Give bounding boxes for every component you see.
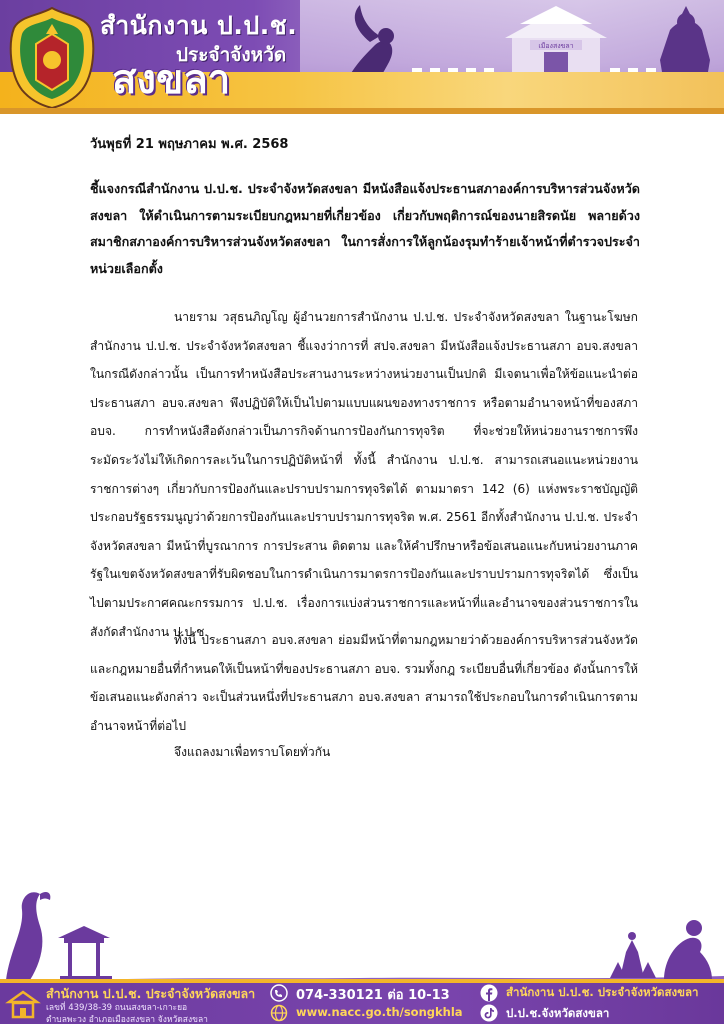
paragraph-1-text: นายราม วสุธนภิญโญ ผู้อำนวยการสำนักงาน ป.ป.ช. ประจำจังหวัดสงขลา ในฐานะโฆษกสำนักงาน ป.ป.ช. ประจำจังหวัดสงขลา ชี้แจงว่าการที่ สปจ.สงขลา มีหนังสือแจ้งประธานสภา อบจ.สงขลา ในกรณีดังกล่าวนั้น เป็นการทำหนังสือประสานงานระหว่างหน่วยงานเป็นปกติ มีเจตนาเพื่อให้ข้อแนะนำต่อประธานสภา อบจ.สงขลา พึงปฏิบัติให้เป็นไปตามแบบแผนของทางราชการ หรือตามอำนาจหน้าที่ของสภา อบจ. การทำหนังสือดังกล่าวเป็นภารกิจด้านการป้องกันการทุจริต ที่จะช่วยให้หน่วยงานราชการพึงระมัดระวังไม่ให้เกิดการละเว้นในการปฏิบัติหน้าที่ ทั้งนี้ สำนักงาน ป.ป.ช. สามารถเสนอแนะหน่วยงานราชการต่างๆ เกี่ยวกับการป้องกันและปราบปรามการทุจริตได้ ตามมาตรา 142 (6) แห่งพระราชบัญญัติประกอบรัฐธรรมนูญว่าด้วยการป้องกันและปราบปรามการทุจริต พ.ศ. 2561 อีกทั้งสำนักงาน ป.ป.ช. ประจำจังหวัดสงขลา มีหน้าที่บูรณาการ การประสาน ติดตาม และให้คำปรึกษาหรือข้อเสนอแนะกับหน่วยงานภาครัฐในเขตจังหวัดสงขลาที่รับผิดชอบในการดำเนินการมาตรการป้องกันและปราบปรามการทุจริตได้ ซึ่งเป็นไปตามประกาศคณะกรรมการ ป.ป.ช. เรื่องการแบ่งส่วนราชการและหน้าที่และอำนาจของส่วนราชการในสังกัดสำนักงาน ป.ป.ช. <box>90 310 638 639</box>
globe-icon <box>270 1004 288 1022</box>
footer-facebook-link[interactable]: สำนักงาน ป.ป.ช. ประจำจังหวัดสงขลา <box>506 985 699 999</box>
nacc-building-icon <box>5 986 41 1022</box>
closing-text: จึงแถลงมาเพื่อทราบโดยทั่วกัน <box>174 745 331 759</box>
page-header <box>0 0 724 114</box>
phone-icon <box>270 984 288 1002</box>
footer-tiktok-link[interactable]: ป.ป.ช.จังหวัดสงขลา <box>506 1006 610 1020</box>
footer-address-line2: ตำบลพะวง อำเภอเมืองสงขลา จังหวัดสงขลา <box>46 1015 208 1025</box>
document-subject: ชี้แจงกรณีสำนักงาน ป.ป.ช. ประจำจังหวัดสงขลา มีหนังสือแจ้งประธานสภาองค์การบริหารส่วนจังหวัดสงขลา ให้ดำเนินการตามระเบียบกฎหมายที่เกี่ยวข้อง เกี่ยวกับพฤติการณ์ของนายสิรดนัย พลายด้วง สมาชิกสภาองค์การบริหารส่วนจังหวัดสงขลา ในการสั่งการให้ลูกน้องรุมทำร้ายเจ้าหน้าที่ตำรวจประจำหน่วยเลือกตั้ง <box>90 181 640 276</box>
header-band-shadow <box>0 108 724 114</box>
nacc-emblem-icon <box>6 4 98 108</box>
closing-line <box>90 738 638 767</box>
footer-address-line1: เลขที่ 439/38-39 ถนนสงขลา-เกาะยอ <box>46 1003 188 1013</box>
footer-phone[interactable]: 074-330121 ต่อ 10-13 <box>296 988 450 1003</box>
header-province: สงขลา <box>112 57 231 103</box>
facebook-icon <box>480 984 498 1002</box>
footer-org-name: สำนักงาน ป.ป.ช. ประจำจังหวัดสงขลา <box>46 986 256 1001</box>
paragraph-2 <box>90 626 638 740</box>
header-subtitle: ประจำจังหวัด <box>176 44 287 66</box>
footer-yellow-bar <box>0 979 724 983</box>
gate-sign: เมืองสงขลา <box>538 42 574 50</box>
tiktok-icon <box>480 1004 498 1022</box>
footer-website-link[interactable]: www.nacc.go.th/songkhla <box>296 1005 463 1019</box>
footer-silhouette-illustration <box>0 880 724 990</box>
paragraph-2-text: ทั้งนี้ ประธานสภา อบจ.สงขลา ย่อมมีหน้าที่ตามกฎหมายว่าด้วยองค์การบริหารส่วนจังหวัดและกฎหมายอื่นที่กำหนดให้เป็นหน้าที่ของประธานสภา อบจ. รวมทั้งกฎ ระเบียบอื่นที่เกี่ยวข้อง ดังนั้นการให้ข้อเสนอแนะดังกล่าว จะเป็นส่วนหนึ่งที่ประธานสภา อบจ.สงขลา สามารถใช้ประกอบในการดำเนินการตามอำนาจหน้าที่ต่อไป <box>90 633 638 733</box>
paragraph-1 <box>90 303 638 646</box>
header-title: สำนักงาน ป.ป.ช. <box>100 11 298 40</box>
document-date: วันพุธที่ 21 พฤษภาคม พ.ศ. 2568 <box>90 137 289 152</box>
